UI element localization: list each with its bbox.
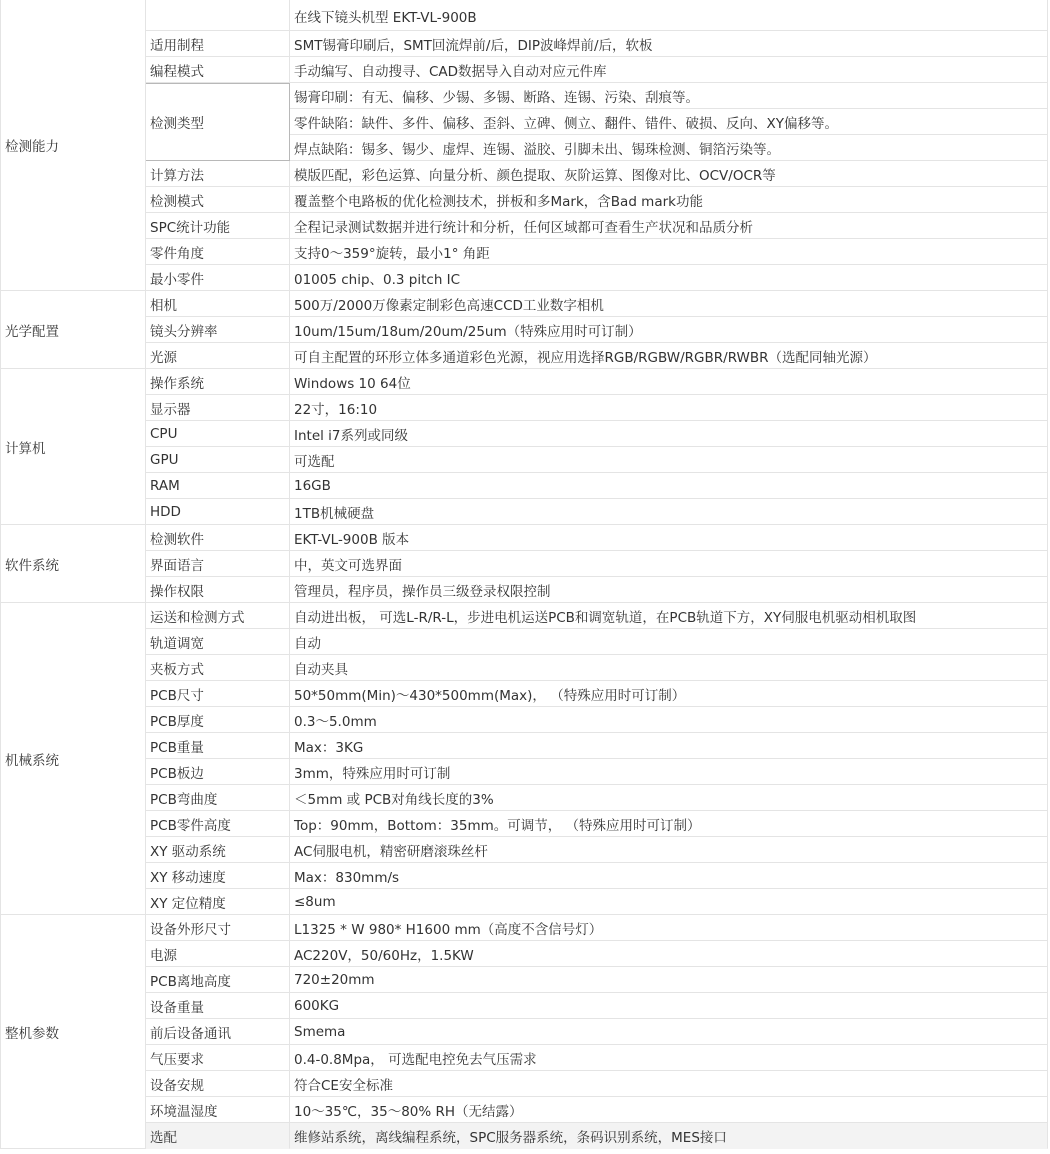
value-cell: 01005 chip、0.3 pitch IC [290, 265, 1048, 291]
value-cell: 覆盖整个电路板的优化检测技术，拼板和多Mark，含Bad mark功能 [290, 187, 1048, 213]
value-cell: L1325 * W 980* H1600 mm（高度不含信号灯） [290, 915, 1048, 941]
param-cell: PCB零件高度 [146, 811, 290, 837]
value-cell: Smema [290, 1019, 1048, 1045]
param-cell: XY 移动速度 [146, 863, 290, 889]
param-cell: 计算方法 [146, 161, 290, 187]
value-cell: 模版匹配，彩色运算、向量分析、颜色提取、灰阶运算、图像对比、OCV/OCR等 [290, 161, 1048, 187]
value-cell: EKT-VL-900B 版本 [290, 525, 1048, 551]
value-cell: 焊点缺陷：锡多、锡少、虚焊、连锡、溢胶、引脚未出、锡珠检测、铜箔污染等。 [290, 135, 1048, 161]
param-cell: PCB板边 [146, 759, 290, 785]
value-cell: 符合CE安全标准 [290, 1071, 1048, 1097]
param-cell: PCB弯曲度 [146, 785, 290, 811]
value-cell: Windows 10 64位 [290, 369, 1048, 395]
param-cell: 轨道调宽 [146, 629, 290, 655]
value-cell: 锡膏印刷：有无、偏移、少锡、多锡、断路、连锡、污染、刮痕等。 [290, 83, 1048, 109]
value-cell: 可选配 [290, 447, 1048, 473]
value-cell: 自动夹具 [290, 655, 1048, 681]
param-cell: SPC统计功能 [146, 213, 290, 239]
param-cell: 显示器 [146, 395, 290, 421]
param-cell: 夹板方式 [146, 655, 290, 681]
param-cell [146, 0, 290, 31]
value-cell: 可自主配置的环形立体多通道彩色光源，视应用选择RGB/RGBW/RGBR/RWBR（选配同轴光源） [290, 343, 1048, 369]
value-cell: 16GB [290, 473, 1048, 499]
param-cell: 设备外形尺寸 [146, 915, 290, 941]
group-label-detection: 检测能力 [0, 0, 146, 291]
value-cell: Max：3KG [290, 733, 1048, 759]
param-cell: 检测软件 [146, 525, 290, 551]
value-cell: 0.4-0.8Mpa， 可选配电控免去气压需求 [290, 1045, 1048, 1071]
group-label-mechanical: 机械系统 [0, 603, 146, 915]
param-cell: HDD [146, 499, 290, 525]
value-cell: 50*50mm(Min)～430*500mm(Max)， （特殊应用时可订制） [290, 681, 1048, 707]
group-label-software: 软件系统 [0, 525, 146, 603]
value-cell: 维修站系统，离线编程系统，SPC服务器系统，条码识别系统，MES接口 [290, 1123, 1048, 1149]
param-cell: 光源 [146, 343, 290, 369]
param-cell: PCB厚度 [146, 707, 290, 733]
value-cell: Intel i7系列或同级 [290, 421, 1048, 447]
param-cell: 相机 [146, 291, 290, 317]
param-cell: CPU [146, 421, 290, 447]
param-cell: 操作系统 [146, 369, 290, 395]
param-cell: 编程模式 [146, 57, 290, 83]
value-cell: 中，英文可选界面 [290, 551, 1048, 577]
value-cell: 600KG [290, 993, 1048, 1019]
param-cell: 界面语言 [146, 551, 290, 577]
value-cell: 支持0～359°旋转，最小1° 角距 [290, 239, 1048, 265]
param-cell: GPU [146, 447, 290, 473]
value-cell: Max：830mm/s [290, 863, 1048, 889]
value-cell: 在线下镜头机型 EKT-VL-900B [290, 0, 1048, 31]
value-cell: Top：90mm，Bottom：35mm。可调节， （特殊应用时可订制） [290, 811, 1048, 837]
value-cell: 手动编写、自动搜寻、CAD数据导入自动对应元件库 [290, 57, 1048, 83]
param-cell: XY 驱动系统 [146, 837, 290, 863]
value-cell: 自动 [290, 629, 1048, 655]
param-cell: 环境温湿度 [146, 1097, 290, 1123]
param-cell: RAM [146, 473, 290, 499]
param-cell: 电源 [146, 941, 290, 967]
param-cell: 设备重量 [146, 993, 290, 1019]
value-cell: ＜5mm 或 PCB对角线长度的3% [290, 785, 1048, 811]
value-cell: 自动进出板， 可选L-R/R-L，步进电机运送PCB和调宽轨道，在PCB轨道下方，XY伺服电机驱动相机取图 [290, 603, 1048, 629]
param-cell: 适用制程 [146, 31, 290, 57]
param-cell: 设备安规 [146, 1071, 290, 1097]
value-cell: ≤8um [290, 889, 1048, 915]
param-cell: 镜头分辨率 [146, 317, 290, 343]
param-cell: 零件角度 [146, 239, 290, 265]
value-cell: 管理员，程序员，操作员三级登录权限控制 [290, 577, 1048, 603]
group-label-computer: 计算机 [0, 369, 146, 525]
param-cell: 运送和检测方式 [146, 603, 290, 629]
group-label-machine: 整机参数 [0, 915, 146, 1149]
param-cell: 操作权限 [146, 577, 290, 603]
param-cell: 最小零件 [146, 265, 290, 291]
value-cell: 全程记录测试数据并进行统计和分析，任何区域都可查看生产状况和品质分析 [290, 213, 1048, 239]
value-cell: AC伺服电机，精密研磨滚珠丝杆 [290, 837, 1048, 863]
value-cell: 3mm，特殊应用时可订制 [290, 759, 1048, 785]
param-cell: PCB重量 [146, 733, 290, 759]
value-cell: 22寸，16:10 [290, 395, 1048, 421]
param-cell: 前后设备通讯 [146, 1019, 290, 1045]
value-cell: 10um/15um/18um/20um/25um（特殊应用时可订制） [290, 317, 1048, 343]
param-cell: XY 定位精度 [146, 889, 290, 915]
param-cell: 选配 [146, 1123, 290, 1149]
value-cell: 720±20mm [290, 967, 1048, 993]
value-cell: 零件缺陷：缺件、多件、偏移、歪斜、立碑、侧立、翻件、错件、破损、反向、XY偏移等。 [290, 109, 1048, 135]
param-cell: 气压要求 [146, 1045, 290, 1071]
value-cell: 0.3～5.0mm [290, 707, 1048, 733]
param-cell: 检测模式 [146, 187, 290, 213]
param-cell: PCB离地高度 [146, 967, 290, 993]
value-cell: 500万/2000万像素定制彩色高速CCD工业数字相机 [290, 291, 1048, 317]
group-label-optics: 光学配置 [0, 291, 146, 369]
param-cell-detection-type: 检测类型 [146, 83, 290, 161]
value-cell: SMT锡膏印刷后，SMT回流焊前/后，DIP波峰焊前/后，软板 [290, 31, 1048, 57]
value-cell: 10～35℃，35～80% RH（无结露） [290, 1097, 1048, 1123]
value-cell: AC220V，50/60Hz，1.5KW [290, 941, 1048, 967]
param-cell: PCB尺寸 [146, 681, 290, 707]
value-cell: 1TB机械硬盘 [290, 499, 1048, 525]
